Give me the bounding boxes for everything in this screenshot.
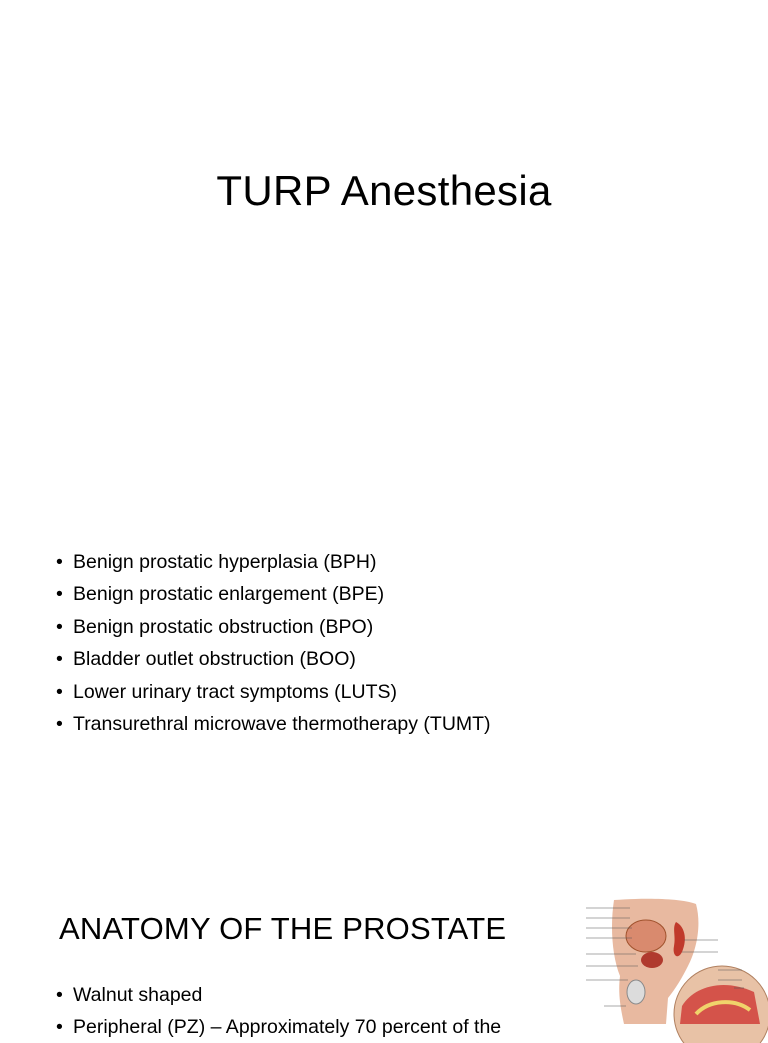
slide-title: TURP Anesthesia — [216, 167, 552, 214]
prostate-shape — [641, 952, 663, 968]
list-item: • Benign prostatic obstruction (BPO) — [56, 611, 491, 643]
list-item: • Transurethral microwave thermotherapy (TUMT) — [56, 708, 491, 740]
anatomy-illustration-svg — [584, 896, 768, 1024]
abbreviation-list — [56, 546, 491, 740]
list-item: • Walnut shaped — [56, 979, 501, 1011]
prostate-anatomy-illustration — [584, 896, 768, 1024]
list-item: • Benign prostatic enlargement (BPE) — [56, 578, 491, 610]
list-item: • Lower urinary tract symptoms (LUTS) — [56, 676, 491, 708]
anatomy-list — [56, 979, 501, 1043]
testis-shape — [627, 980, 645, 1004]
list-item: • Peripheral (PZ) – Approximately 70 percent of the — [56, 1011, 501, 1043]
list-item: • Bladder outlet obstruction (BOO) — [56, 643, 491, 675]
list-item: • Benign prostatic hyperplasia (BPH) — [56, 546, 491, 578]
section-heading: ANATOMY OF THE PROSTATE — [59, 911, 507, 946]
bladder-shape — [626, 920, 666, 952]
